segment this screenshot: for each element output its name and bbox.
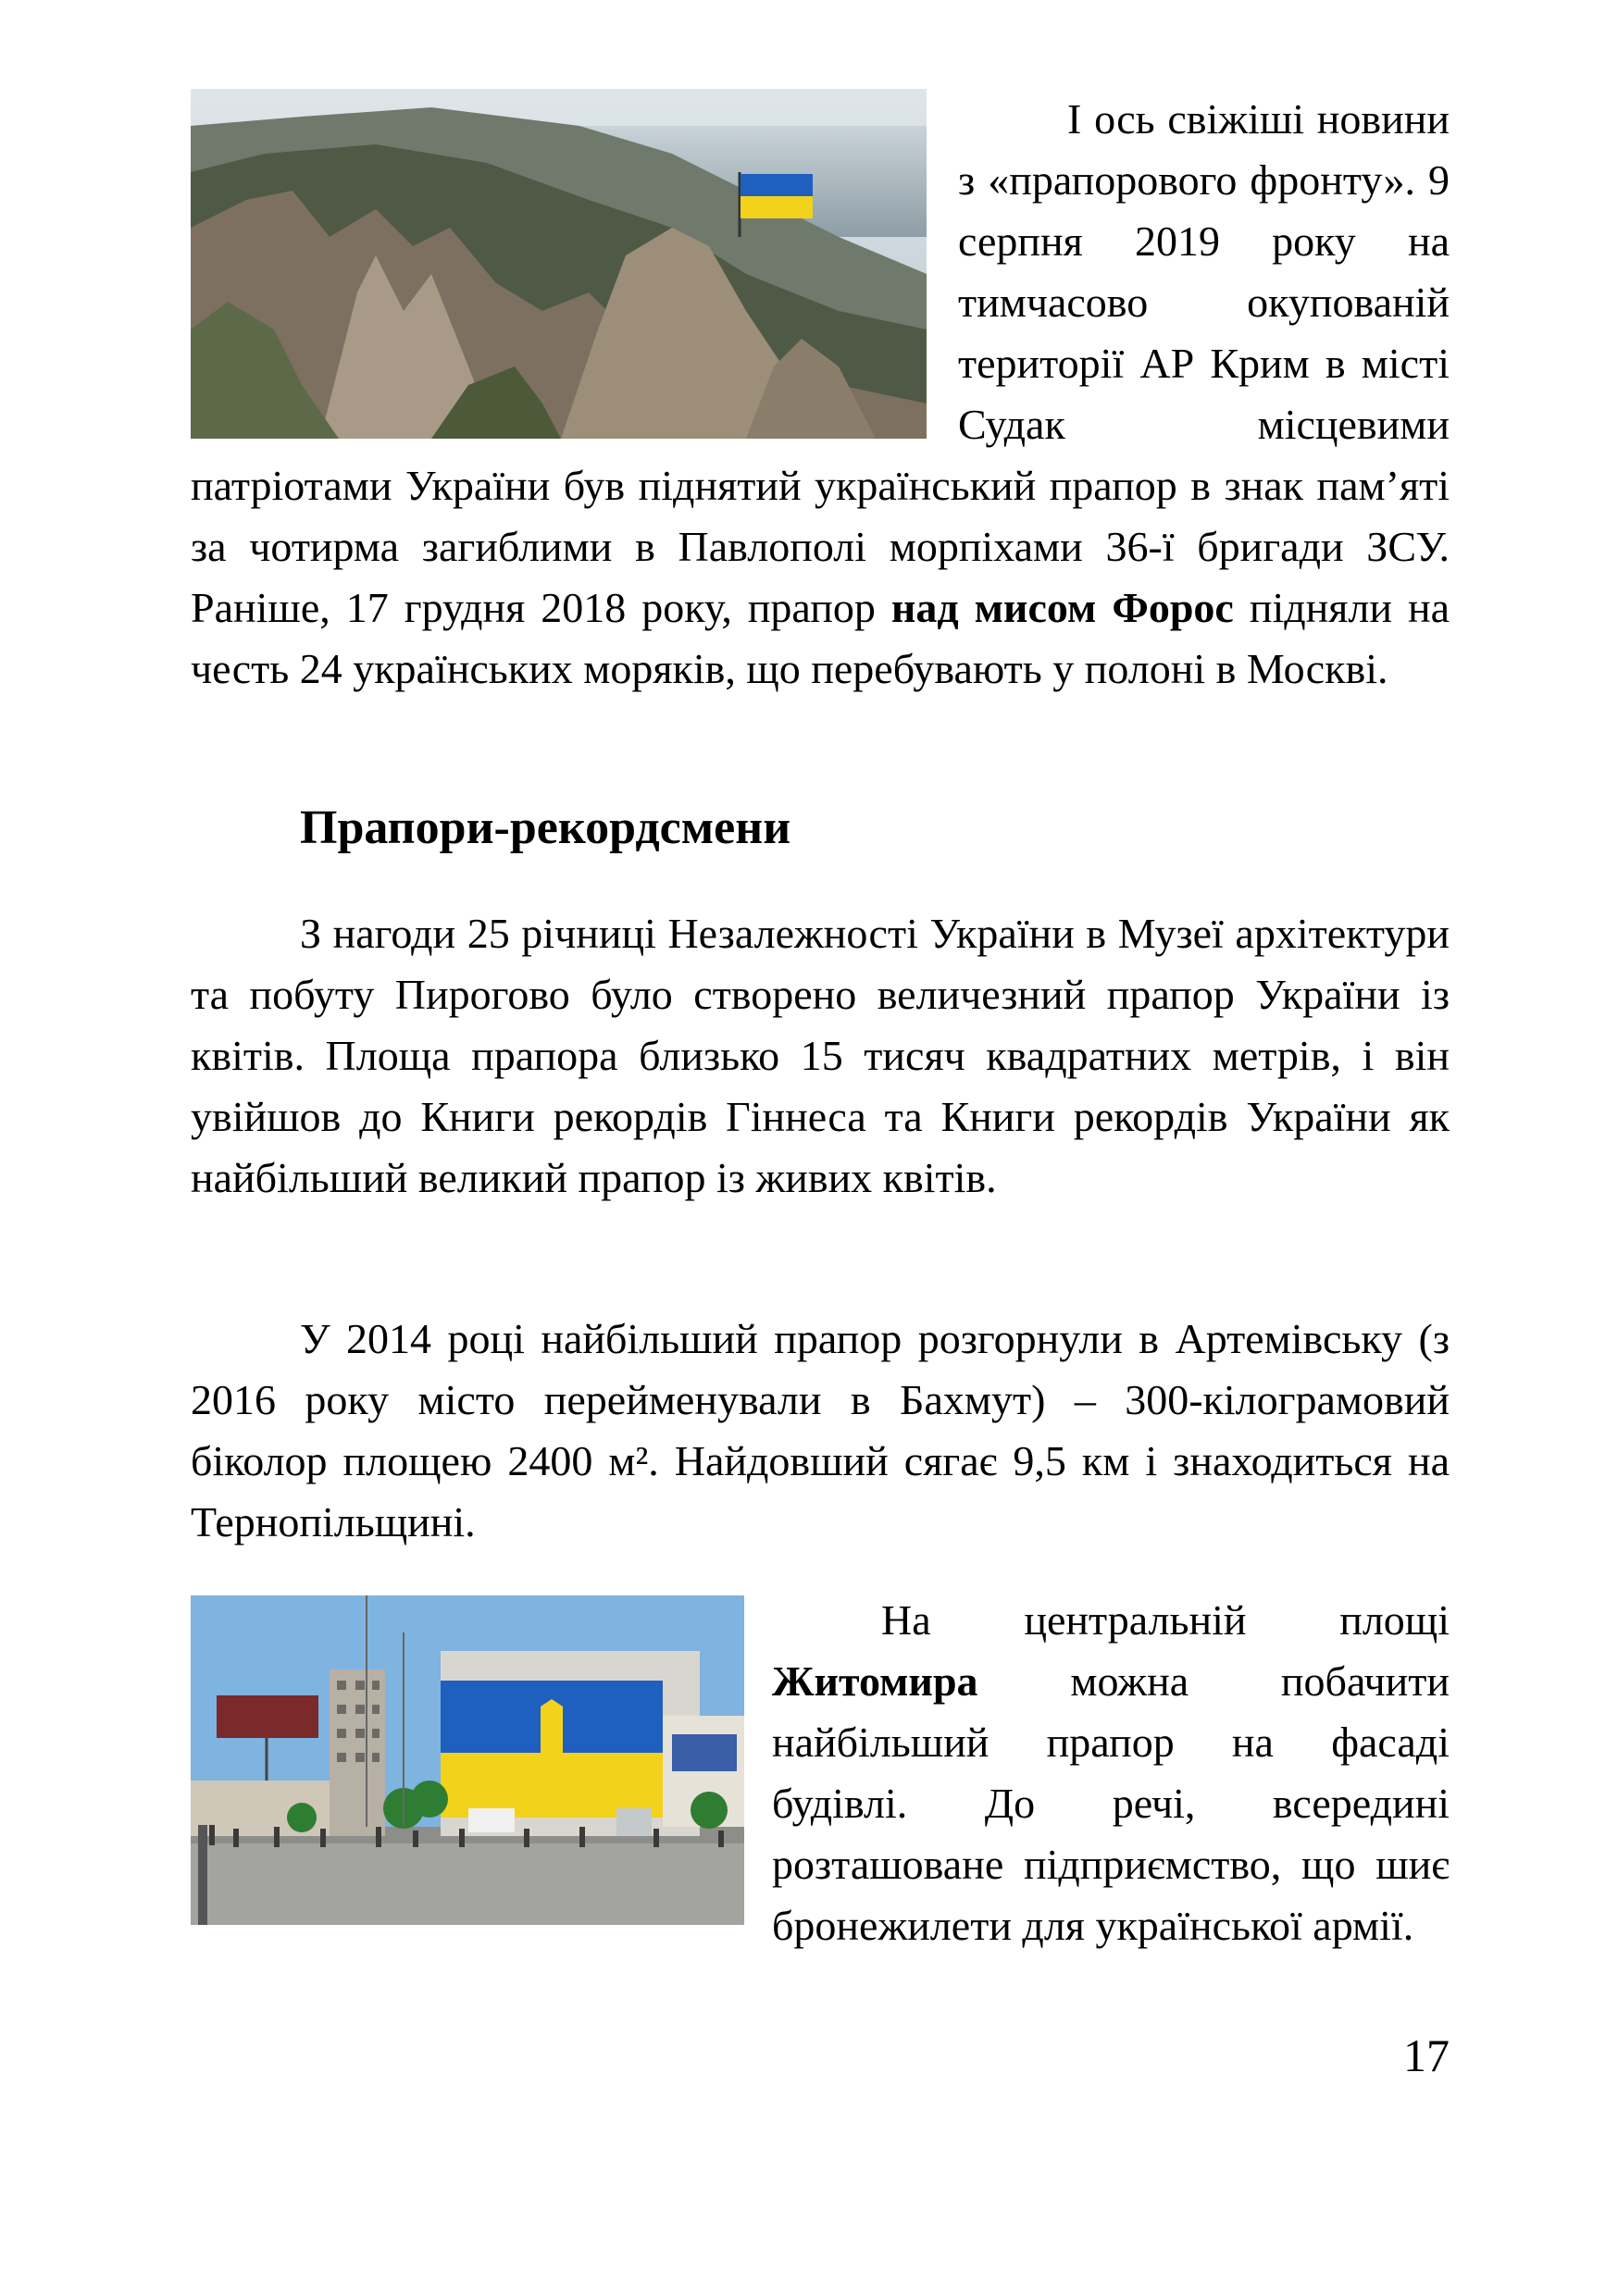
page-number: 17 — [1403, 2029, 1450, 2081]
flag-blue-stripe — [741, 174, 813, 196]
section-records — [191, 796, 1450, 861]
paragraph-zhytomyr-bold: Житомира — [772, 1657, 978, 1705]
paragraph-crimea-bold: над мисом Форос — [890, 584, 1234, 631]
paragraph-crimea-text-end: підняли на честь 24 українських моряків, що перебувають у полоні в Москві. — [191, 584, 1450, 692]
paragraph-zhytomyr-text-end: можна побачити найбільший прапор на фасаді будівлі. До речі, всередині розташоване підприємство, що шиє бронежилети для української армії. — [772, 1657, 1450, 1949]
photo-zhytomyr-building-flag — [191, 1595, 744, 1925]
section-heading: Прапори-рекордсмени — [300, 801, 791, 854]
flag-yellow-stripe — [741, 196, 813, 218]
mountain-flag-illustration — [191, 89, 927, 439]
paragraph-bakhmut: У 2014 році найбільший прапор розгорнули в Артемівську (з 2016 року місто перейменували в Бахмут) – 300-кілограмовий біколор площею 2400 м². Найдовший сягає 9,5 км і знаходиться на Тернопільщині. — [191, 1315, 1450, 1545]
zhytomyr-illustration — [191, 1595, 744, 1925]
photo-crimea-mountain-flag — [191, 89, 927, 439]
paragraph-bakhmut-block — [191, 1309, 1450, 1553]
section-zhytomyr — [191, 1590, 1450, 1956]
paragraph-pyrohovo-block — [191, 903, 1450, 1209]
paragraph-zhytomyr-text: На центральній площі — [881, 1596, 1450, 1644]
paragraph-pyrohovo: З нагоди 25 річниці Незалежності України в Музеї архітектури та побуту Пирогово було створено величезний прапор України із квітів. Площа прапора близько 15 тисяч квадратних метрів, і він увійшов до Книги рекордів Гіннеса та Книги рекордів України як найбільший великий прапор із живих квітів. — [191, 910, 1450, 1201]
section-crimea — [191, 89, 1450, 700]
paragraph-crimea-text: І ось свіжіші новини з «прапорового фронту». 9 серпня 2019 року на тимчасово окупованій території АР Крим в місті Судак місцевими патріотами України був піднятий український прапор в знак пам’яті за чотирма загиблими в Павлополі морпіхами 36-ї бригади ЗСУ. Раніше, 17 грудня 2018 року, прапор — [191, 95, 1450, 631]
